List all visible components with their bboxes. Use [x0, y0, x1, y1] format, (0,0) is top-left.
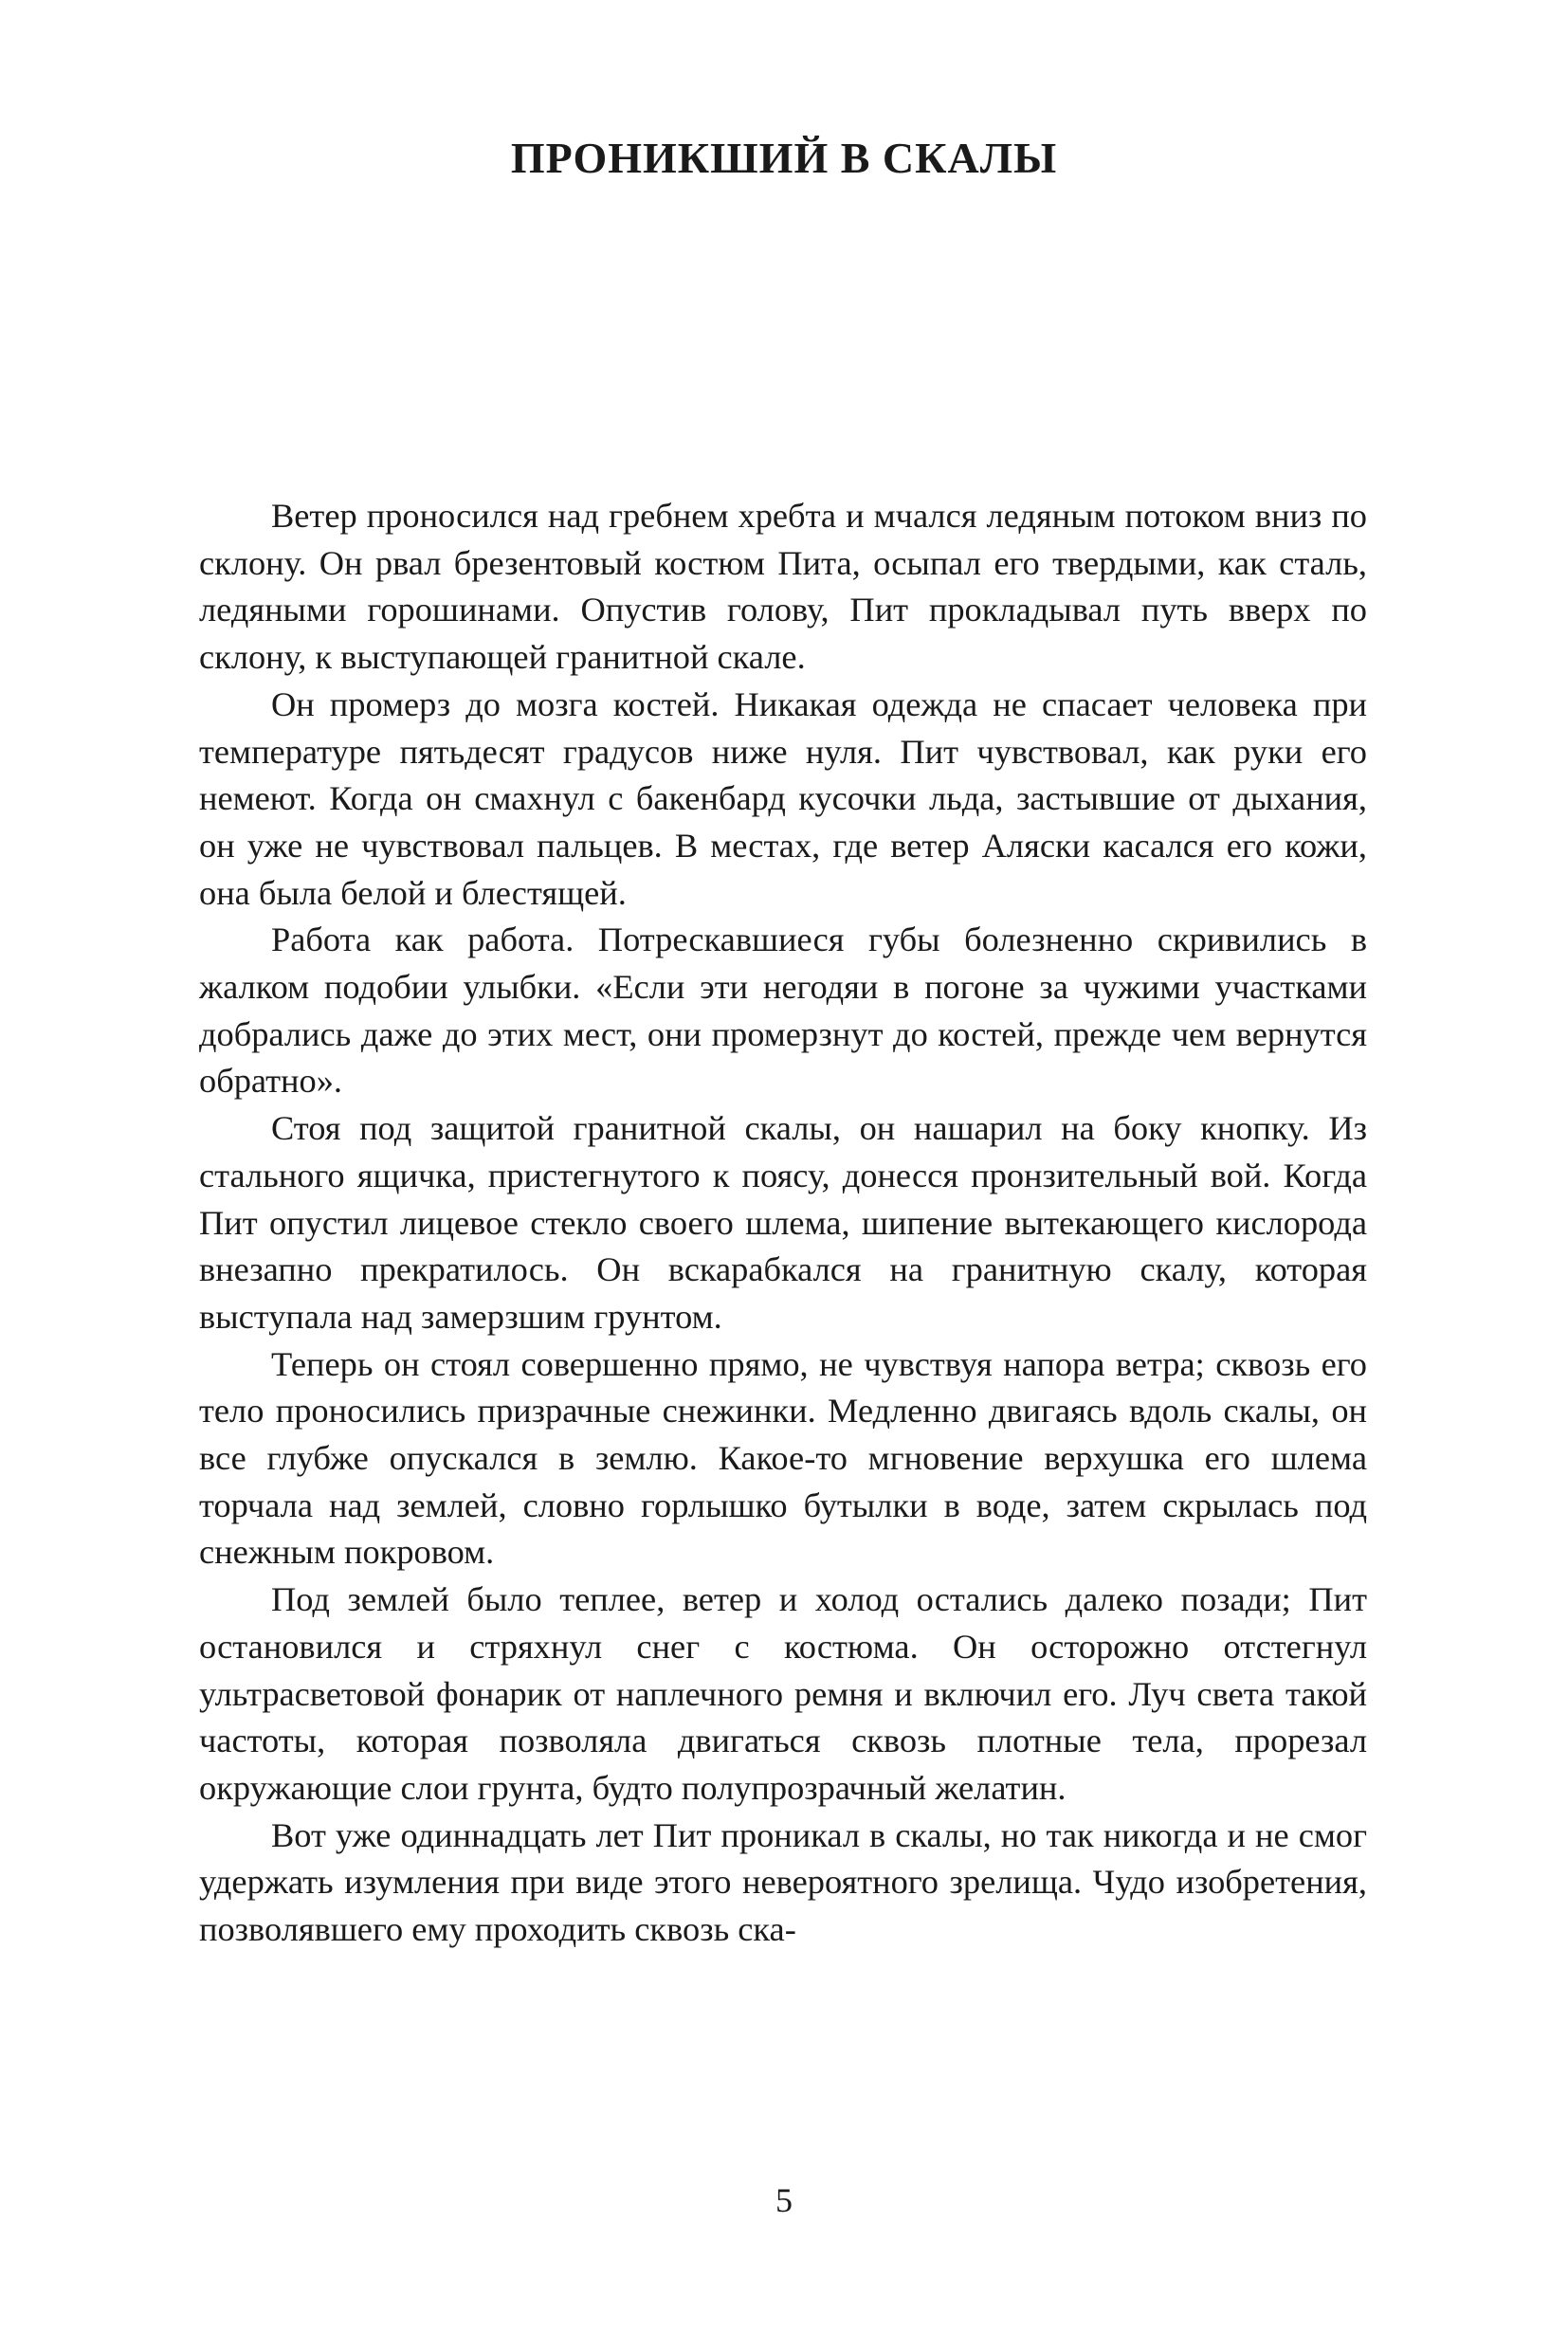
- chapter-title: ПРОНИКШИЙ В СКАЛЫ: [510, 134, 1058, 182]
- paragraph: Работа как работа. Потрескавшиеся губы болезненно скривились в жалком подобии улыбки. «Если эти негодяи в погоне за чужими участками добрались даже до этих мест, они промерзнут до костей, прежде чем вернутся обратно».: [199, 920, 1367, 1101]
- paragraph: Под землей было теплее, ветер и холод остались далеко позади; Пит остановился и стряхнул снег с костюма. Он осторожно отстегнул ультрасветовой фонарик от наплечного ремня и включил его. Луч света такой частоты, которая позволяла двигаться сквозь плотные тела, прорезал окружающие слои грунта, будто полупрозрачный желатин.: [199, 1580, 1367, 1807]
- paragraph: Теперь он стоял совершенно прямо, не чувствуя напора ветра; сквозь его тело проносились призрачные снежинки. Медленно двигаясь вдоль скалы, он все глубже опускался в землю. Какое-то мгновение верхушка его шлема торчала над землей, словно горлышко бутылки в воде, затем скрылась под снежным покровом.: [199, 1344, 1367, 1572]
- paragraph: Вот уже одиннадцать лет Пит проникал в скалы, но так никогда и не смог удержать изумления при виде этого невероятного зрелища. Чудо изобретения, позволявшего ему проходить сквозь ска-: [199, 1815, 1367, 1949]
- paragraph: Он промерз до мозга костей. Никакая одежда не спасает человека при температуре пятьдесят градусов ниже нуля. Пит чувствовал, как руки его немеют. Когда он смахнул с бакенбард кусочки льда, застывшие от дыхания, он уже не чувствовал пальцев. В местах, где ветер Аляски касался его кожи, она была белой и блестящей.: [199, 684, 1367, 912]
- body-text: [199, 493, 1367, 1954]
- paragraph: Ветер проносился над гребнем хребта и мчался ледяным потоком вниз по склону. Он рвал брезентовый костюм Пита, осыпал его твердыми, как сталь, ледяными горошинами. Опустив голову, Пит прокладывал путь вверх по склону, к выступающей гранитной скале.: [199, 497, 1367, 677]
- paragraph: Стоя под защитой гранитной скалы, он нашарил на боку кнопку. Из стального ящичка, пристегнутого к поясу, донесся пронзительный вой. Когда Пит опустил лицевое стекло своего шлема, шипение вытекающего кислорода внезапно прекратилось. Он вскарабкался на гранитную скалу, которая выступала над замерзшим грунтом.: [199, 1109, 1367, 1336]
- page-number: 5: [775, 2181, 793, 2219]
